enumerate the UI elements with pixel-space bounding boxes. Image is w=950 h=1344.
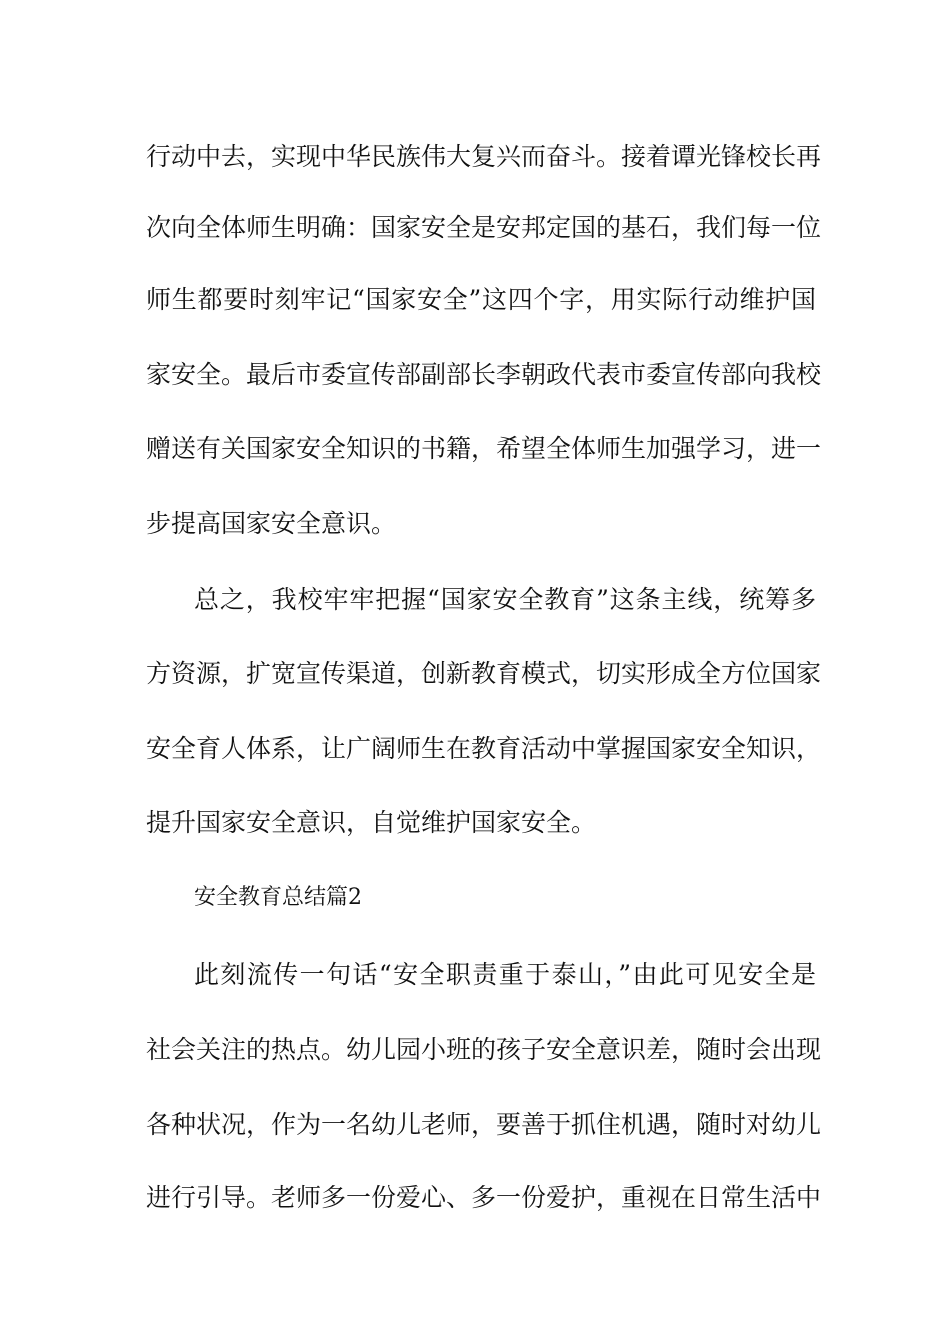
paragraph-3-line-3: 各种状况，作为一名幼儿老师，要善于抓住机遇，随时对幼儿 [146,1110,822,1139]
paragraph-3-line-4: 进行引导。老师多一份爱心、多一份爱护，重视在日常生活中 [146,1183,822,1212]
paragraph-1-line-5: 赠送有关国家安全知识的书籍，希望全体师生加强学习，进一 [146,434,822,463]
paragraph-2-line-1: 总之，我校牢牢把握“国家安全教育”这条主线，统筹多 [194,585,816,614]
paragraph-2-line-2: 方资源，扩宽宣传渠道，创新教育模式，切实形成全方位国家 [146,659,822,688]
paragraph-1-line-3: 师生都要时刻牢记“国家安全”这四个字，用实际行动维护国 [146,285,816,314]
paragraph-1-line-2: 次向全体师生明确：国家安全是安邦定国的基石，我们每一位 [146,213,822,242]
paragraph-1-line-1: 行动中去，实现中华民族伟大复兴而奋斗。接着谭光锋校长再 [146,142,822,171]
paragraph-1-line-6: 步提高国家安全意识。 [146,509,397,538]
paragraph-1-line-4: 家安全。最后市委宣传部副部长李朝政代表市委宣传部向我校 [146,360,822,389]
paragraph-3-line-1: 此刻流传一句话“安全职责重于泰山，”由此可见安全是 [194,960,816,989]
paragraph-2-line-3: 安全育人体系，让广阔师生在教育活动中掌握国家安全知识， [146,734,822,763]
paragraph-2-line-4: 提升国家安全意识，自觉维护国家安全。 [146,808,597,837]
section-heading: 安全教育总结篇2 [194,885,362,910]
paragraph-3-line-2: 社会关注的热点。幼儿园小班的孩子安全意识差，随时会出现 [146,1035,822,1064]
